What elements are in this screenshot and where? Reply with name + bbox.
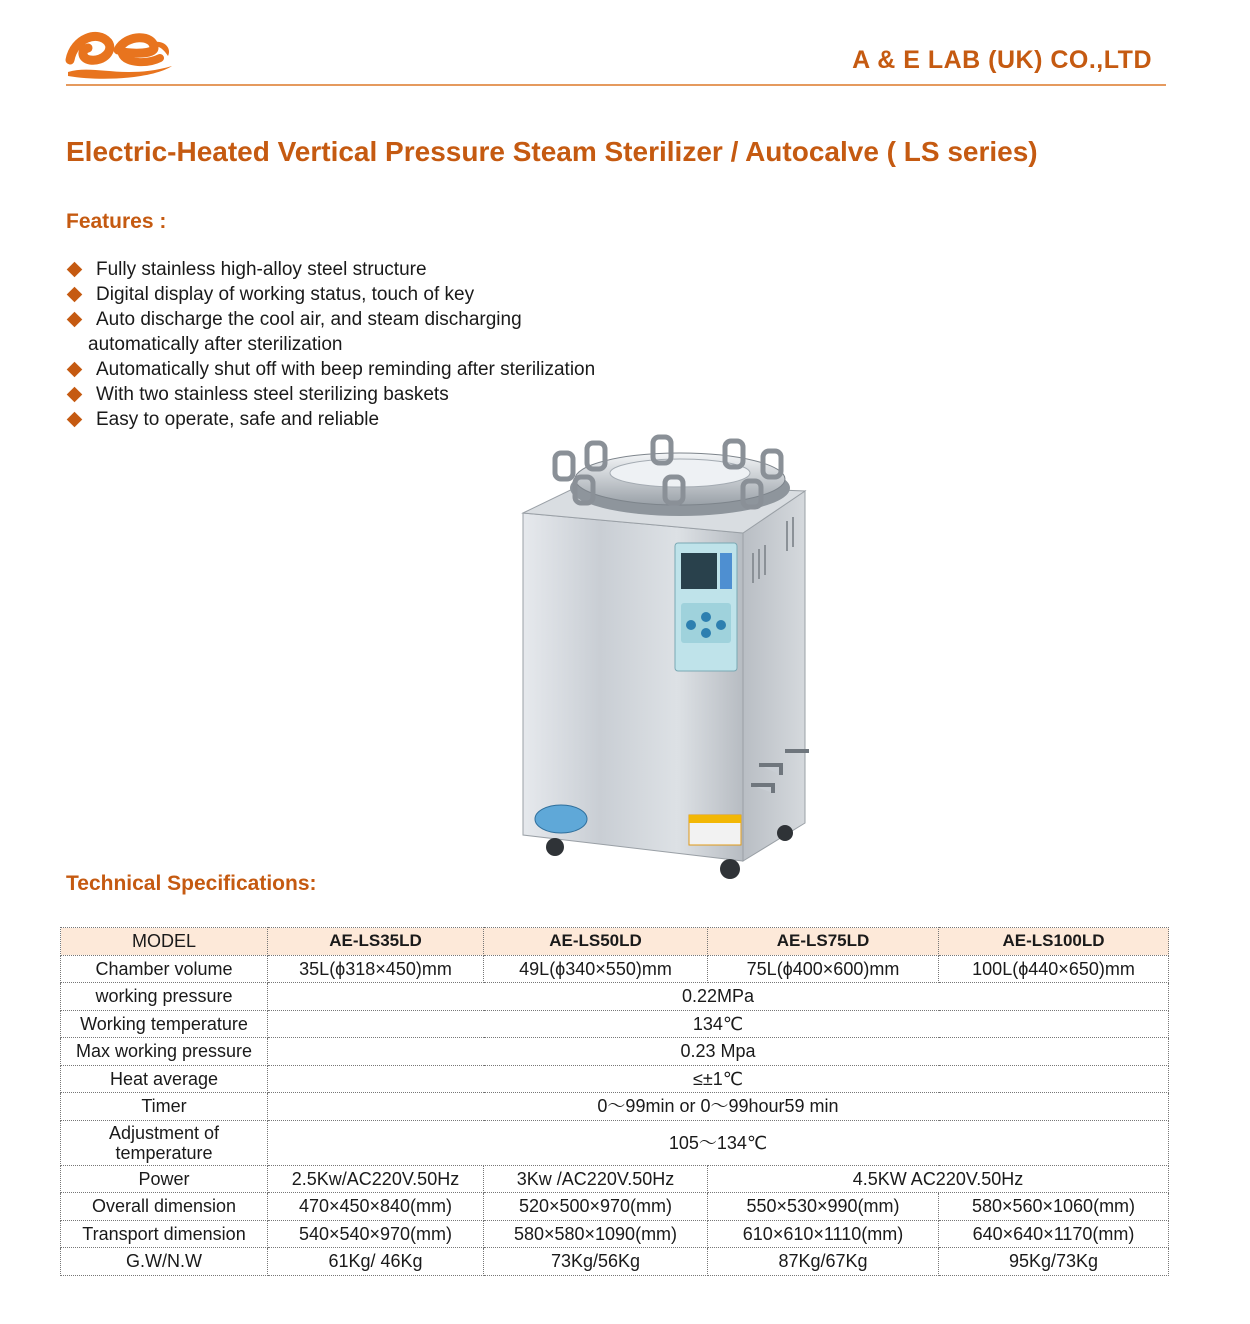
table-cell: 540×540×970(mm): [268, 1220, 484, 1248]
table-cell: 73Kg/56Kg: [484, 1248, 708, 1276]
row-label: Heat average: [61, 1065, 268, 1093]
table-row: [61, 1220, 1169, 1248]
table-cell: 470×450×840(mm): [268, 1193, 484, 1221]
table-row: [61, 1248, 1169, 1276]
specs-heading: Technical Specifications:: [66, 872, 317, 895]
diamond-bullet-icon: [67, 387, 83, 403]
table-cell: 610×610×1110(mm): [708, 1220, 939, 1248]
table-cell: 640×640×1170(mm): [939, 1220, 1169, 1248]
table-cell: 580×580×1090(mm): [484, 1220, 708, 1248]
table-row: [61, 1193, 1169, 1221]
feature-item: Automatically shut off with beep reminding after sterilization: [66, 357, 595, 382]
row-label: Adjustment of temperature: [61, 1120, 268, 1165]
table-cell: 2.5Kw/AC220V.50Hz: [268, 1165, 484, 1193]
table-cell: 35L(ϕ318×450)mm: [268, 955, 484, 983]
company-name: A & E LAB (UK) CO.,LTD: [852, 46, 1152, 74]
table-cell: 95Kg/73Kg: [939, 1248, 1169, 1276]
feature-item: Easy to operate, safe and reliable: [66, 407, 595, 432]
row-label: working pressure: [61, 983, 268, 1011]
row-label: Overall dimension: [61, 1193, 268, 1221]
model-cell: AE-LS35LD: [268, 928, 484, 956]
page-title: Electric-Heated Vertical Pressure Steam Sterilizer / Autocalve ( LS series): [66, 136, 1038, 167]
sterilizer-machine-icon: [515, 433, 825, 883]
row-label: Chamber volume: [61, 955, 268, 983]
table-row: [61, 1165, 1169, 1193]
features-list: [66, 257, 595, 432]
table-cell: 75L(ϕ400×600)mm: [708, 955, 939, 983]
table-cell: 0.22MPa: [268, 983, 1169, 1011]
table-cell: 520×500×970(mm): [484, 1193, 708, 1221]
table-cell: 49L(ϕ340×550)mm: [484, 955, 708, 983]
table-row: [61, 1038, 1169, 1066]
table-cell: 105～134℃: [268, 1120, 1169, 1165]
table-cell: 87Kg/67Kg: [708, 1248, 939, 1276]
table-cell: 100L(ϕ440×650)mm: [939, 955, 1169, 983]
table-cell: ≤±1℃: [268, 1065, 1169, 1093]
row-label: Timer: [61, 1093, 268, 1121]
diamond-bullet-icon: [67, 287, 83, 303]
table-cell: 134℃: [268, 1010, 1169, 1038]
spec-table: [60, 927, 1169, 1276]
row-label: Working temperature: [61, 1010, 268, 1038]
table-row: [61, 983, 1169, 1011]
model-cell: AE-LS75LD: [708, 928, 939, 956]
table-cell: 61Kg/ 46Kg: [268, 1248, 484, 1276]
diamond-bullet-icon: [67, 262, 83, 278]
diamond-bullet-icon: [67, 312, 83, 328]
ae-logo-icon: [64, 20, 176, 82]
feature-item: Fully stainless high-alloy steel structure: [66, 257, 595, 282]
table-row: [61, 1093, 1169, 1121]
feature-item: With two stainless steel sterilizing baskets: [66, 382, 595, 407]
feature-item: Auto discharge the cool air, and steam discharging automatically after sterilization: [66, 307, 595, 357]
table-cell: 580×560×1060(mm): [939, 1193, 1169, 1221]
row-label: MODEL: [61, 928, 268, 956]
diamond-bullet-icon: [67, 412, 83, 428]
table-cell: 4.5KW AC220V.50Hz: [708, 1165, 1169, 1193]
table-cell: 0.23 Mpa: [268, 1038, 1169, 1066]
feature-item: Digital display of working status, touch of key: [66, 282, 595, 307]
header-divider: [66, 84, 1166, 86]
table-cell: 3Kw /AC220V.50Hz: [484, 1165, 708, 1193]
row-label: Max working pressure: [61, 1038, 268, 1066]
table-row: [61, 955, 1169, 983]
table-cell: 550×530×990(mm): [708, 1193, 939, 1221]
table-row: [61, 928, 1169, 956]
model-cell: AE-LS100LD: [939, 928, 1169, 956]
row-label: Transport dimension: [61, 1220, 268, 1248]
features-heading: Features :: [66, 210, 167, 233]
table-row: [61, 1010, 1169, 1038]
table-row: [61, 1065, 1169, 1093]
table-row: [61, 1120, 1169, 1165]
table-cell: 0～99min or 0～99hour59 min: [268, 1093, 1169, 1121]
row-label: Power: [61, 1165, 268, 1193]
diamond-bullet-icon: [67, 362, 83, 378]
model-cell: AE-LS50LD: [484, 928, 708, 956]
row-label: G.W/N.W: [61, 1248, 268, 1276]
